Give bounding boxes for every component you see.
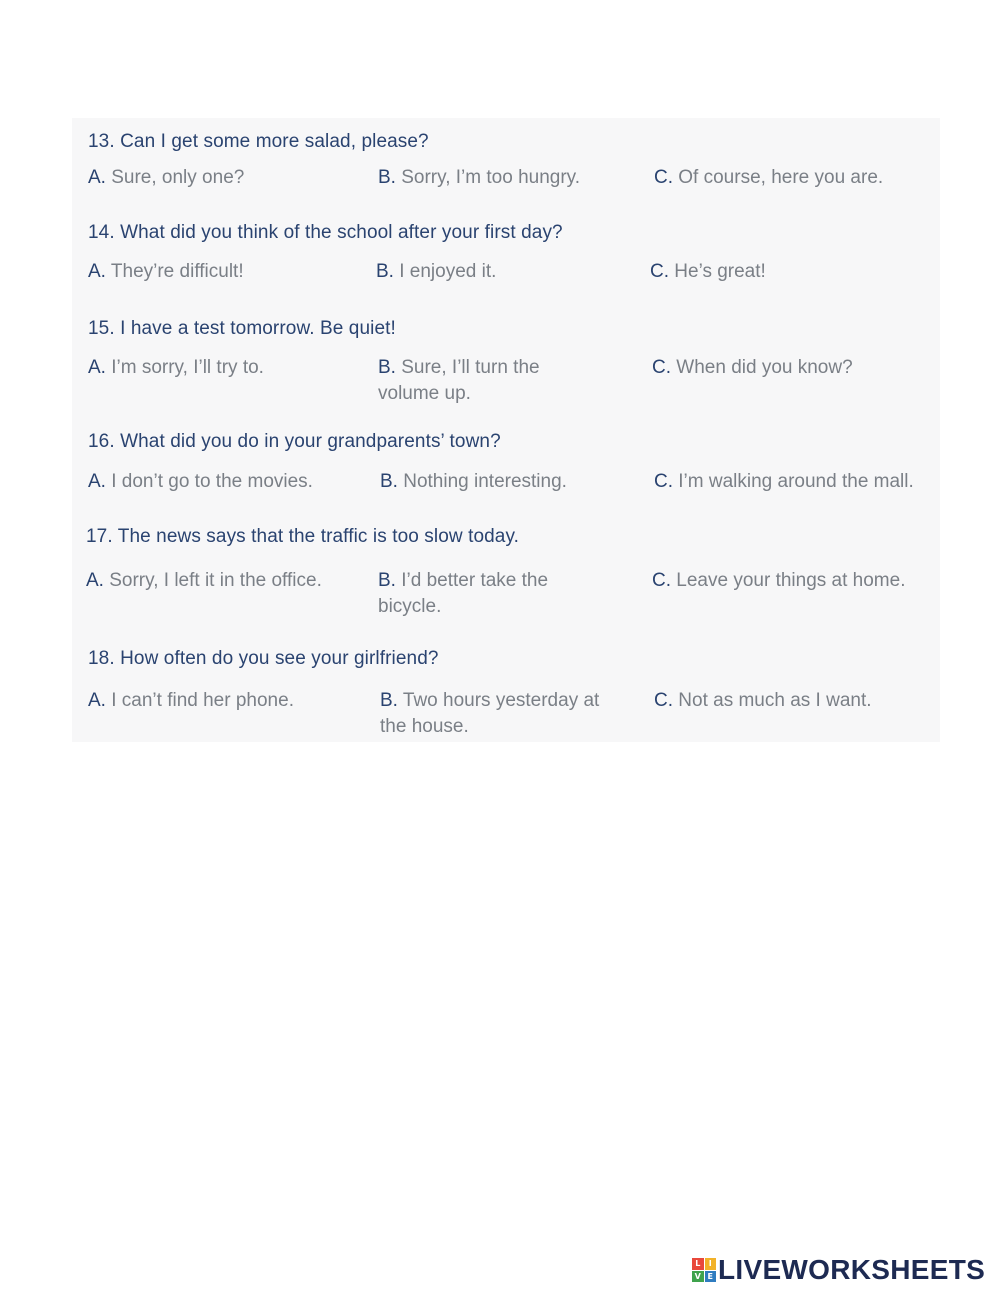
logo-letter: I <box>705 1258 717 1270</box>
option-15-c[interactable] <box>652 355 952 381</box>
option-letter: B. <box>380 471 398 492</box>
option-15-a[interactable] <box>88 355 358 381</box>
option-letter: C. <box>652 357 671 378</box>
option-letter: B. <box>376 261 394 282</box>
option-text: I don’t go to the movies. <box>111 471 313 492</box>
option-letter: A. <box>88 167 106 188</box>
logo-letter: E <box>705 1271 717 1283</box>
option-17-c[interactable] <box>652 568 952 594</box>
option-letter: B. <box>378 357 396 378</box>
option-text: Sure, I’ll turn the volume up. <box>378 357 540 404</box>
option-text: I can’t find her phone. <box>111 690 294 711</box>
option-text: Sorry, I left it in the office. <box>109 570 322 591</box>
option-letter: C. <box>650 261 669 282</box>
option-letter: B. <box>378 167 396 188</box>
option-14-a[interactable] <box>88 259 358 285</box>
option-text: I’m walking around the mall. <box>678 471 914 492</box>
option-text: He’s great! <box>674 261 766 282</box>
question-16: 16. What did you do in your grandparents’ town? <box>88 431 501 452</box>
brand-name: LIVEWORKSHEETS <box>718 1254 986 1285</box>
liveworksheets-brand[interactable] <box>692 1256 985 1284</box>
option-15-b[interactable] <box>378 355 578 407</box>
option-letter: C. <box>654 690 673 711</box>
option-letter: A. <box>88 690 106 711</box>
option-text: When did you know? <box>676 357 853 378</box>
question-13: 13. Can I get some more salad, please? <box>88 131 429 152</box>
option-text: Nothing interesting. <box>403 471 567 492</box>
option-text: Two hours yesterday at the house. <box>380 690 600 737</box>
question-15: 15. I have a test tomorrow. Be quiet! <box>88 318 396 339</box>
option-14-b[interactable] <box>376 259 626 285</box>
liveworksheets-logo-icon <box>692 1258 716 1282</box>
option-letter: A. <box>86 570 104 591</box>
option-text: Sorry, I’m too hungry. <box>401 167 581 188</box>
option-text: Of course, here you are. <box>678 167 884 188</box>
option-17-a[interactable] <box>86 568 356 594</box>
option-text: I enjoyed it. <box>399 261 497 282</box>
option-letter: B. <box>378 570 396 591</box>
option-letter: B. <box>380 690 398 711</box>
option-letter: A. <box>88 357 106 378</box>
option-letter: A. <box>88 471 106 492</box>
option-letter: C. <box>652 570 671 591</box>
option-16-c[interactable] <box>654 469 954 495</box>
option-13-a[interactable] <box>88 165 358 191</box>
option-18-c[interactable] <box>654 688 954 714</box>
option-18-b[interactable] <box>380 688 620 740</box>
option-text: They’re difficult! <box>110 261 244 282</box>
option-text: Leave your things at home. <box>676 570 906 591</box>
option-letter: A. <box>88 261 106 282</box>
option-16-a[interactable] <box>88 469 358 495</box>
option-letter: C. <box>654 167 673 188</box>
option-text: Sure, only one? <box>111 167 245 188</box>
option-18-a[interactable] <box>88 688 358 714</box>
option-17-b[interactable] <box>378 568 578 620</box>
option-13-b[interactable] <box>378 165 628 191</box>
option-14-c[interactable] <box>650 259 950 285</box>
question-14: 14. What did you think of the school after your first day? <box>88 222 563 243</box>
question-18: 18. How often do you see your girlfriend? <box>88 648 439 669</box>
option-text: I’m sorry, I’ll try to. <box>111 357 264 378</box>
option-16-b[interactable] <box>380 469 630 495</box>
option-13-c[interactable] <box>654 165 954 191</box>
logo-letter: L <box>692 1258 704 1270</box>
option-letter: C. <box>654 471 673 492</box>
option-text: I’d better take the bicycle. <box>378 570 549 617</box>
logo-letter: V <box>692 1271 704 1283</box>
question-17: 17. The news says that the traffic is too slow today. <box>86 526 520 547</box>
option-text: Not as much as I want. <box>678 690 872 711</box>
